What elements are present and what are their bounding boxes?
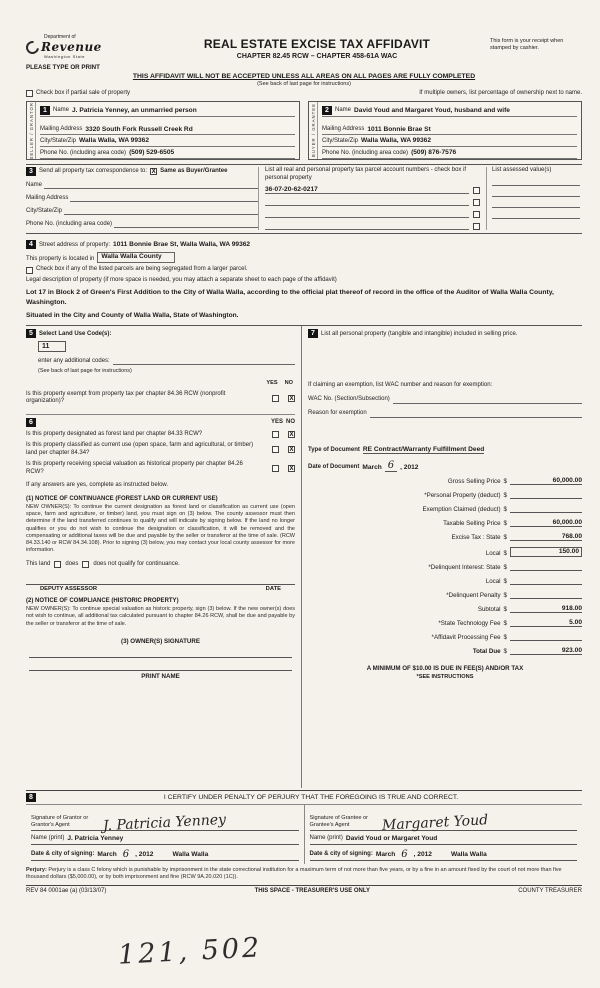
parcel-row-2	[265, 198, 480, 206]
money-row-delinquent-state	[308, 563, 582, 571]
street-address-label: Street address of property:	[39, 241, 111, 248]
personal-property-row	[308, 329, 582, 338]
logo-revenue-text: Revenue	[41, 40, 102, 54]
located-in-value: Walla Walla County	[97, 252, 174, 263]
same-as-buyer-label: Same as Buyer/Grantee	[160, 167, 228, 174]
parcel-1-checkbox	[473, 187, 480, 194]
money-label: Total Due	[472, 648, 501, 656]
seller-phone-label: Phone No. (including area code)	[40, 149, 127, 156]
assessed-values-block	[486, 167, 582, 230]
form-number: REV 84 0001ae (a) (03/13/07)	[26, 887, 107, 894]
grantor-date-year: , 2012	[135, 851, 154, 859]
additional-codes-row	[38, 357, 295, 365]
grantor-city: Walla Walla	[172, 851, 209, 859]
seller-name-label: Name	[53, 107, 70, 113]
not-accepted-warning: THIS AFFIDAVIT WILL NOT BE ACCEPTED UNLESS ALL AREAS ON ALL PAGES ARE FULLY COMPLETED	[132, 73, 476, 80]
historic-question: Is this property receiving special valuation as historical property per chapter 84.26 RCW?	[26, 461, 243, 475]
grantor-date-day-handwritten: 6	[122, 848, 130, 860]
parcel-2-checkbox	[473, 199, 480, 206]
seller-mailing-value: 3320 South Fork Russell Creek Rd	[85, 125, 193, 133]
section-2-number: 2	[322, 106, 332, 115]
money-label: Subtotal	[477, 606, 501, 614]
located-in-row	[26, 252, 582, 263]
grantee-signature-label: Signature of Grantee or Grantee's Agent	[309, 815, 368, 829]
notice-compliance-body: NEW OWNER(S): To continue special valuation as historic property, sign (3) below. If the new owner(s) does not wish to continue, all additional tax calculated pursuant to chapter 84.26 RCW, shall be due and payable by the seller or transferor at the time of sale.	[26, 606, 295, 627]
s3-name-blank	[44, 181, 258, 189]
section-7	[302, 326, 582, 788]
money-label: *Delinquent Interest: State	[428, 564, 501, 572]
exemption-blank-area	[308, 418, 582, 440]
wac-blank	[393, 396, 582, 404]
s5-no-label: NO	[284, 379, 293, 386]
partial-sale-checkbox	[26, 90, 33, 97]
section-4-number: 4	[26, 240, 36, 249]
seller-city-label: City/State/Zip	[40, 137, 77, 144]
notice-compliance-title: (2) NOTICE OF COMPLIANCE (HISTORIC PROPERTY)	[26, 598, 179, 605]
land-use-row	[26, 329, 295, 338]
see-back-note: (See back of last page for instructions)	[257, 81, 351, 87]
grantor-handwritten-signature: J. Patricia Yenney	[102, 811, 227, 835]
money-row-taxable	[308, 519, 582, 527]
buyer-city-row	[322, 135, 577, 147]
money-label: Gross Selling Price	[447, 478, 501, 486]
form-header	[26, 34, 582, 71]
perjury-paragraph	[26, 867, 582, 882]
dollar-sign: $	[503, 520, 507, 528]
forest-question: Is this property designated as forest land per chapter 84.33 RCW?	[26, 430, 203, 437]
money-row-exemption	[308, 505, 582, 513]
money-label: Local	[485, 550, 501, 558]
seller-fields	[36, 102, 299, 160]
segregated-row	[26, 266, 582, 274]
section-7-number: 7	[308, 329, 318, 338]
grantor-signature-label: Signature of Grantor or Grantor's Agent	[31, 815, 89, 829]
dollar-sign: $	[503, 564, 507, 572]
dollar-sign: $	[503, 606, 507, 614]
seller-name-row	[40, 104, 295, 117]
correspondence-row	[26, 167, 258, 176]
money-row-personal	[308, 491, 582, 499]
land-use-code-value: 11	[38, 341, 66, 352]
date-year-value: , 2012	[400, 463, 419, 471]
dept-of-revenue-logo	[26, 34, 144, 59]
forest-question-row	[26, 431, 295, 439]
logo-department-text: Department of	[44, 34, 76, 40]
s3-city-blank	[64, 207, 258, 215]
s5-yes-no-header	[26, 380, 295, 387]
exempt-yes-checkbox	[272, 395, 279, 402]
buyer-name-label: Name	[335, 107, 352, 113]
does-not-label: does not qualify for continuance.	[93, 560, 180, 567]
s6-yes-label: YES	[270, 418, 283, 425]
parcel-blank-3	[265, 210, 469, 218]
exempt-no-checkbox: X	[289, 395, 294, 402]
type-of-document-row	[308, 446, 582, 455]
money-value: 60,000.00	[510, 477, 582, 485]
grantor-name-value: J. Patricia Yenney	[67, 835, 124, 843]
perjury-text: Perjury is a class C felony which is punishable by imprisonment in the state correctional institution for a maximum term of not more than five years, or by a fine in an amount fixed by the court of not more than five thousand dollars ($5,000.00), or by both imprisonment and fine (RCW 9A.20.020 (1C)).	[26, 866, 562, 881]
assessed-values-header: List assessed value(s)	[492, 167, 552, 174]
minimum-due-note: A MINIMUM OF $10.00 IS DUE IN FEE(S) AND/OR TAX	[366, 665, 524, 673]
excise-tax-affidavit-form	[26, 34, 582, 894]
money-value: 918.00	[510, 605, 582, 613]
grantee-name-row	[310, 831, 578, 845]
parcel-number-value: 36-07-20-62-0217	[265, 186, 469, 194]
owners-signature-line-1	[29, 645, 292, 658]
signature-columns	[26, 805, 582, 864]
type-of-document-value: RE Contract/Warranty Fulfillment Deed	[362, 445, 485, 453]
money-row-total-due	[308, 647, 582, 655]
section-8-number: 8	[26, 793, 36, 802]
treasurer-use-only-label: THIS SPACE - TREASURER'S USE ONLY	[254, 887, 371, 894]
reason-blank	[370, 410, 582, 418]
seller-name-value: J. Patricia Yenney, an unmarried person	[72, 106, 197, 114]
section-5-number: 5	[26, 329, 36, 338]
owners-signature-line-2	[29, 658, 292, 671]
money-value	[510, 577, 582, 585]
assessed-blank-3	[492, 197, 580, 208]
section-6-number: 6	[26, 418, 36, 427]
money-row-gross	[308, 477, 582, 485]
seller-side-strip	[27, 102, 36, 160]
money-row-excise-state	[308, 533, 582, 541]
s3-mailing-label: Mailing Address	[26, 194, 69, 201]
land-does-checkbox	[54, 561, 61, 568]
buyer-name-value: David Youd and Margaret Youd, husband and wife	[354, 106, 510, 114]
seller-mailing-row	[40, 124, 295, 136]
receipt-note: This form is your receipt when stamped by cashier.	[490, 38, 564, 52]
legal-description-label: Legal description of property (if more space is needed, you may attach a separate sheet to each page of the affidavit)	[26, 276, 337, 283]
parties-row	[26, 101, 582, 161]
money-value	[510, 505, 582, 513]
buyer-mailing-value: 1011 Bonnie Brae St	[367, 125, 431, 133]
buyer-phone-label: Phone No. (including area code)	[322, 149, 409, 156]
s3-city-row	[26, 207, 258, 215]
header-center	[144, 34, 490, 60]
type-of-document-label: Type of Document	[308, 446, 360, 453]
section-6-header-row	[26, 414, 295, 427]
grantee-signature-block	[305, 805, 583, 864]
money-row-penalty	[308, 591, 582, 599]
county-treasurer-label: COUNTY TREASURER	[518, 887, 582, 894]
personal-property-blank-area	[308, 338, 582, 382]
situated-line: Situated in the City and County of Walla Walla, State of Washington.	[26, 312, 239, 320]
parcel-blank-4	[265, 222, 469, 230]
seller-city-value: Walla Walla, WA 99362	[79, 137, 150, 145]
historic-no-checkbox: X	[289, 466, 294, 473]
grantee-signature-row	[309, 807, 578, 834]
money-label: *Delinquent Penalty	[446, 592, 501, 600]
gap	[40, 117, 295, 124]
send-correspondence-label: Send all property tax correspondence to:	[39, 167, 148, 174]
reason-row	[308, 410, 582, 418]
date-day-handwritten: 6	[385, 461, 397, 472]
money-value	[510, 591, 582, 599]
parcel-blank-2	[265, 198, 469, 206]
street-address-value: 1011 Bonnie Brae St, Walla Walla, WA 99362	[113, 241, 251, 249]
current-use-question: Is this property classified as current use (open space, farm and agricultural, or timber) land per chapter 84.34?	[26, 442, 254, 456]
deputy-assessor-line	[26, 584, 295, 592]
s3-name-label: Name	[26, 181, 43, 188]
money-label: Local	[485, 578, 501, 586]
grantee-date-day-handwritten: 6	[401, 848, 408, 860]
money-row-delinquent-local	[308, 577, 582, 585]
revenue-swoosh-icon	[23, 38, 41, 56]
certify-header	[26, 790, 582, 805]
personal-property-label: List all personal property (tangible and intangible) included in selling price.	[321, 330, 518, 337]
assessed-blank-4	[492, 208, 580, 219]
seller-mailing-label: Mailing Address	[40, 125, 83, 132]
wac-row	[308, 396, 582, 404]
gap	[322, 117, 577, 124]
s3-phone-label: Phone No. (including area code)	[26, 220, 113, 227]
money-label: Exemption Claimed (deduct)	[422, 506, 501, 514]
grantor-name-label: Name (print)	[31, 835, 65, 842]
logo-row	[26, 40, 144, 54]
parcel-numbers-header: List all real and personal property tax parcel account numbers - check box if personal property	[265, 167, 467, 181]
assessed-blank-1	[492, 175, 580, 186]
grantee-date-row	[310, 845, 578, 861]
buyer-name-row	[322, 104, 577, 117]
qualify-row	[26, 561, 295, 569]
logo-state-text: Washington State	[44, 54, 86, 59]
money-row-subtotal	[308, 605, 582, 613]
parcel-row-3	[265, 210, 480, 218]
buyer-city-label: City/State/Zip	[322, 137, 359, 144]
this-land-label: This land	[26, 560, 51, 567]
date-month-value: March	[362, 463, 382, 471]
exempt-question-row	[26, 391, 295, 406]
date-label: DATE	[265, 586, 281, 593]
dollar-sign: $	[503, 620, 507, 628]
s3-name-row	[26, 181, 258, 189]
parcel-numbers-block	[258, 167, 486, 230]
form-chapter-subtitle: CHAPTER 82.45 RCW – CHAPTER 458-61A WAC	[236, 53, 398, 60]
footer-row	[26, 885, 582, 894]
grantee-handwritten-signature: Margaret Youd	[381, 812, 489, 834]
s6-no-label: NO	[286, 418, 295, 425]
grantee-city: Walla Walla	[450, 851, 487, 859]
handwritten-bottom-note: 121, 502	[117, 932, 263, 971]
s5-yes-label: YES	[266, 379, 278, 386]
seller-phone-row	[40, 147, 295, 159]
current-use-question-row	[26, 442, 295, 457]
located-in-label: This property is located in	[26, 255, 95, 262]
dollar-sign: $	[503, 592, 507, 600]
s3-mailing-row	[26, 194, 258, 202]
money-row-processing-fee	[308, 633, 582, 641]
parcel-row-1	[265, 186, 480, 194]
please-type-or-print-label: PLEASE TYPE OR PRINT	[26, 64, 100, 71]
grantor-date-month: March	[97, 851, 117, 859]
money-value: 150.00	[510, 547, 582, 557]
grantee-date-label: Date & city of signing:	[309, 851, 373, 858]
legal-description-value: Lot 17 in Block 2 of Green's First Addition to the City of Walla Walla, according to the official plat thereof of record in the office of the Auditor of Walla Walla County, Washington.	[26, 289, 554, 306]
notice-continuance-body: NEW OWNER(S): To continue the current designation as forest land or classification as current use (open space, farm and agriculture, or timber) land, you must sign on (3) below. The county assessor must then determine if the land transferred continues to qualify and will indicate by signing below. If the land no longer qualifies or you do not wish to continue the designation or classification, it will be removed and the compensating or additional taxes will be due and payable by the seller or transferor at the time of sale. (RCW 84.33.140 or RCW 84.34.108). Prior to signing (3) below, you may contact your local county assessor for more information.	[26, 503, 295, 554]
does-label: does	[65, 560, 79, 567]
grantor-signature-block	[26, 805, 305, 864]
s3-phone-row	[26, 220, 258, 228]
grantor-date-label: Date & city of signing:	[31, 851, 95, 858]
grantor-name-row	[31, 831, 299, 845]
s3-city-label: City/State/Zip	[26, 207, 63, 214]
segregated-label: Check box if any of the listed parcels are being segregated from a larger parcel.	[36, 266, 248, 273]
seller-city-row	[40, 135, 295, 147]
date-of-document-label: Date of Document	[308, 463, 360, 470]
s3-mailing-blank	[70, 194, 258, 202]
notice-continuance-title: (1) NOTICE OF CONTINUANCE (FOREST LAND OR CURRENT USE)	[26, 495, 218, 502]
money-label: *Affidavit Processing Fee	[431, 634, 501, 642]
money-value: 60,000.00	[510, 519, 582, 527]
section-8	[26, 790, 582, 864]
partial-sale-row	[26, 90, 582, 98]
assessed-blank-2	[492, 186, 580, 197]
seller-phone-value: (509) 529-6505	[129, 149, 175, 157]
main-columns	[26, 326, 582, 788]
parcel-row-4	[265, 222, 480, 230]
certify-statement: I CERTIFY UNDER PENALTY OF PERJURY THAT THE FOREGOING IS TRUE AND CORRECT.	[163, 794, 459, 802]
land-use-label: Select Land Use Code(s):	[39, 330, 112, 337]
historic-yes-checkbox	[272, 465, 279, 472]
dollar-sign: $	[503, 578, 507, 586]
historic-question-row	[26, 461, 295, 476]
dollar-sign: $	[503, 550, 507, 558]
segregated-checkbox	[26, 267, 33, 274]
grantee-date-year: , 2012	[413, 851, 432, 859]
grantee-name-label: Name (print)	[309, 835, 343, 842]
money-label: *State Technology Fee	[438, 620, 501, 628]
left-column	[26, 326, 302, 788]
date-of-document-row	[308, 460, 582, 471]
money-label: Excise Tax : State	[451, 534, 501, 542]
buyer-mailing-row	[322, 124, 577, 136]
wac-label: WAC No. (Section/Subsection)	[308, 396, 390, 403]
parcel-4-checkbox	[473, 223, 480, 230]
additional-codes-label: enter any additional codes:	[38, 357, 110, 364]
s5-see-back-note: (See back of last page for instructions)	[38, 368, 132, 375]
seller-side-label: SELLER / GRANTOR	[28, 101, 34, 160]
money-value	[510, 491, 582, 499]
section-3-number: 3	[26, 167, 36, 176]
money-value: 5.00	[510, 619, 582, 627]
money-value: 768.00	[510, 533, 582, 541]
if-yes-note: If any answers are yes, complete as instructed below.	[26, 482, 169, 489]
s3-phone-blank	[114, 220, 258, 228]
section-2-buyer-grantee	[308, 101, 582, 161]
grantor-date-row	[31, 845, 299, 861]
buyer-side-label: BUYER / GRANTEE	[310, 103, 316, 158]
buyer-side-strip	[309, 102, 318, 160]
multiple-owners-note: If multiple owners, list percentage of ownership next to name.	[419, 90, 582, 96]
buyer-fields	[318, 102, 581, 160]
buyer-phone-row	[322, 147, 577, 159]
section-1-seller-grantor	[26, 101, 300, 161]
forest-yes-checkbox	[272, 431, 279, 438]
dollar-sign: $	[503, 478, 507, 486]
street-address-row	[26, 240, 582, 249]
parcel-3-checkbox	[473, 211, 480, 218]
owners-signature-label: (3) OWNER(S) SIGNATURE	[121, 637, 200, 645]
grantee-date-month: March	[375, 851, 396, 859]
form-title: REAL ESTATE EXCISE TAX AFFIDAVIT	[203, 37, 431, 51]
reason-label: Reason for exemption	[308, 410, 367, 417]
perjury-label: Perjury:	[26, 866, 47, 873]
forest-no-checkbox: X	[289, 432, 294, 439]
money-row-tech-fee	[308, 619, 582, 627]
dollar-sign: $	[503, 648, 507, 656]
header-left	[26, 34, 144, 71]
land-does-not-checkbox	[82, 561, 89, 568]
correspondence-block	[26, 167, 258, 230]
exemption-header: If claiming an exemption, list WAC number and reason for exemption:	[308, 382, 493, 389]
buyer-mailing-label: Mailing Address	[322, 125, 365, 132]
money-label: *Personal Property (deduct)	[424, 492, 501, 500]
buyer-phone-value: (509) 876-7576	[411, 149, 457, 157]
see-instructions-note: *SEE INSTRUCTIONS	[416, 674, 474, 681]
partial-sale-label: Check box if partial sale of property	[36, 90, 131, 96]
grantor-signature-row	[31, 807, 299, 835]
dollar-sign: $	[503, 634, 507, 642]
additional-codes-blank	[113, 357, 295, 365]
money-value	[510, 563, 582, 571]
exempt-question: Is this property exempt from property tax per chapter 84.36 RCW (nonprofit organization)?	[26, 390, 226, 405]
money-label: Taxable Selling Price	[443, 520, 501, 528]
deputy-assessor-label: DEPUTY ASSESSOR	[40, 586, 98, 593]
section-1-number: 1	[40, 106, 50, 115]
current-use-no-checkbox: X	[289, 447, 294, 454]
money-row-local	[308, 547, 582, 557]
print-name-label: PRINT NAME	[141, 672, 180, 680]
money-value: 923.00	[510, 647, 582, 655]
buyer-city-value: Walla Walla, WA 99362	[361, 137, 432, 145]
dollar-sign: $	[503, 492, 507, 500]
dollar-sign: $	[503, 534, 507, 542]
dollar-sign: $	[503, 506, 507, 514]
section-4	[26, 234, 582, 326]
section-3	[26, 164, 582, 234]
money-value	[510, 633, 582, 641]
grantee-name-value: David Youd or Margaret Youd	[345, 835, 438, 843]
current-use-yes-checkbox	[272, 446, 279, 453]
same-as-buyer-checkbox: X	[151, 169, 156, 176]
